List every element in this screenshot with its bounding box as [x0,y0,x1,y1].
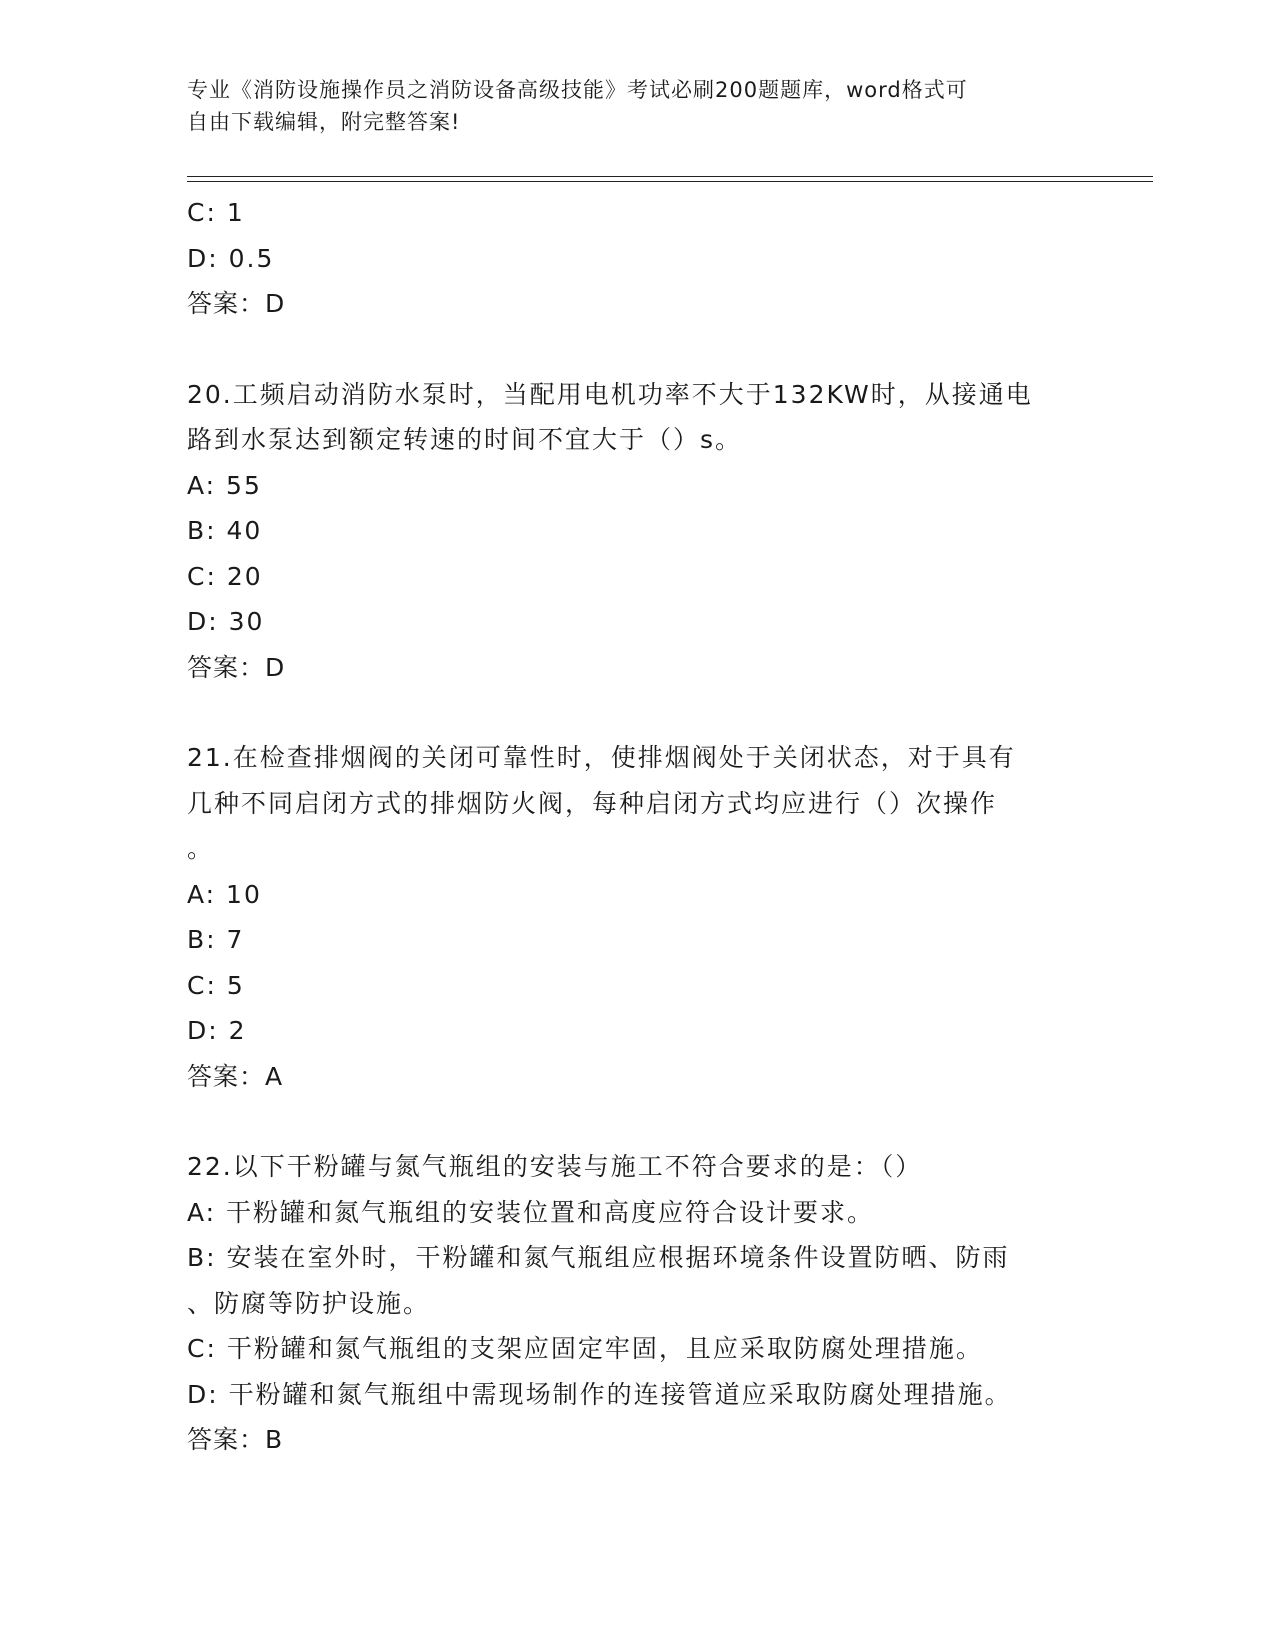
option-c: C: 干粉罐和氮气瓶组的支架应固定牢固，且应采取防腐处理措施。 [187,1334,983,1363]
option-b: B: 安装在室外时，干粉罐和氮气瓶组应根据环境条件设置防晒、防雨 [187,1243,1010,1272]
header-line-2: 自由下载编辑，附完整答案! [187,110,461,134]
option-d: D: 2 [187,1016,247,1045]
question-text-line: 。 [187,834,215,863]
option-d: D: 30 [187,607,265,636]
question-22 [187,1144,1067,1463]
question-text-line: 几种不同启闭方式的排烟防火阀，每种启闭方式均应进行（）次操作 [187,788,998,818]
question-list [187,190,1067,1463]
question-21 [187,735,1067,1099]
option-c: C: 5 [187,970,245,1000]
option-c: C: 20 [187,561,263,591]
option-d: D: 0.5 [187,243,275,273]
question-19-continued [187,190,1067,327]
option-a: A: 55 [187,470,262,500]
question-20 [187,372,1067,691]
option-b: B: 7 [187,925,245,954]
option-d: D: 干粉罐和氮气瓶组中需现场制作的连接管道应采取防腐处理措施。 [187,1379,1012,1409]
option-a: A: 10 [187,879,262,909]
question-text-line: 22.以下干粉罐与氮气瓶组的安装与施工不符合要求的是：（） [187,1152,923,1181]
option-c: C: 1 [187,198,245,227]
answer: 答案：D [187,289,286,318]
header-rule-bottom [187,181,1153,182]
question-text-line: 21.在检查排烟阀的关闭可靠性时，使排烟阀处于关闭状态，对于具有 [187,743,1016,772]
answer: 答案：B [187,1425,284,1454]
question-text-line: 20.工频启动消防水泵时，当配用电机功率不大于132KW时，从接通电 [187,379,1033,409]
option-b: B: 40 [187,516,263,545]
answer: 答案：A [187,1061,284,1091]
answer: 答案：D [187,652,286,682]
option-a: A: 干粉罐和氮气瓶组的安装位置和高度应符合设计要求。 [187,1197,875,1227]
header-rule-top [187,176,1153,177]
option-b-continued: 、防腐等防护设施。 [187,1288,431,1318]
page-header [187,74,1067,138]
question-text-line: 路到水泵达到额定转速的时间不宜大于（）s。 [187,425,743,454]
header-line-1: 专业《消防设施操作员之消防设备高级技能》考试必刷200题题库，word格式可 [187,78,968,102]
